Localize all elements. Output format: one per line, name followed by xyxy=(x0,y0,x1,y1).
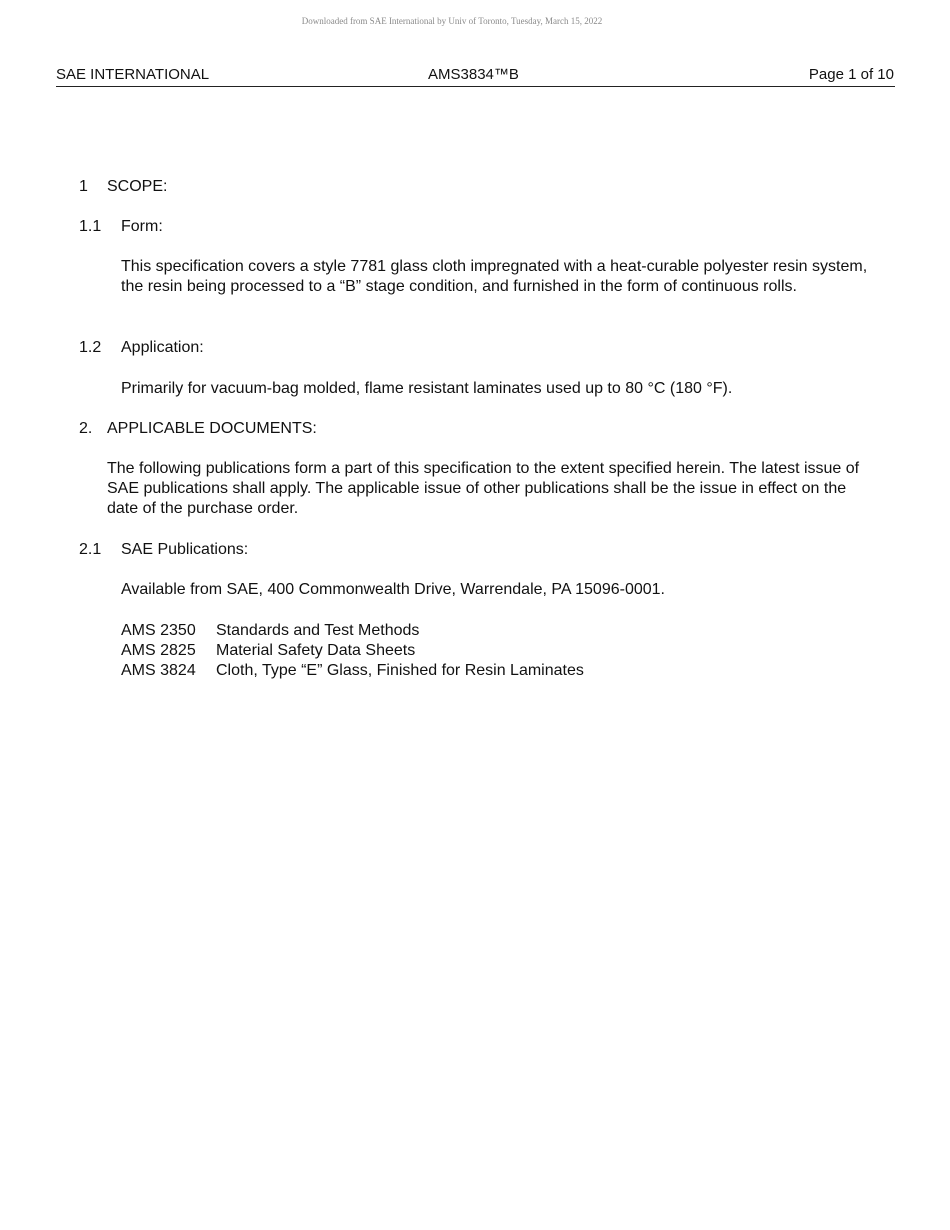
header-organization: SAE INTERNATIONAL xyxy=(56,66,210,83)
header-document-number: AMS3834™B xyxy=(428,66,519,83)
section-title-sae-publications: SAE Publications: xyxy=(121,541,249,558)
publication-title: Material Safety Data Sheets xyxy=(216,642,416,659)
publication-code: AMS 2825 xyxy=(121,642,196,659)
section-title-applicable-documents: APPLICABLE DOCUMENTS: xyxy=(107,420,317,437)
header-page-number: Page 1 of 10 xyxy=(808,66,894,83)
page-header xyxy=(56,66,895,87)
publication-title: Standards and Test Methods xyxy=(216,622,420,639)
publication-code: AMS 3824 xyxy=(121,662,196,679)
form-paragraph: This specification covers a style 7781 glass cloth impregnated with a heat-curable polyester resin system, the resin being processed to a “B” stage condition, and furnished in the form of continuous rolls. xyxy=(121,258,868,295)
section-number-2-1: 2.1 xyxy=(79,541,102,558)
publication-title: Cloth, Type “E” Glass, Finished for Resin Laminates xyxy=(216,662,584,679)
section-title-application: Application: xyxy=(121,339,204,356)
section-number-2: 2. xyxy=(79,420,93,437)
section-heading-scope xyxy=(79,177,88,197)
section-number: 1 xyxy=(79,178,88,195)
download-watermark: Downloaded from SAE International by Univ of Toronto, Tuesday, March 15, 2022 xyxy=(301,16,603,26)
publication-code: AMS 2350 xyxy=(121,622,196,639)
section-number-1-1: 1.1 xyxy=(79,218,102,235)
applicable-documents-paragraph: The following publications form a part of this specification to the extent specified herein. The latest issue of SAE publications shall apply. The applicable issue of other publications shall be the issue in effect on the date of the purchase order. xyxy=(107,460,860,517)
section-title-scope: SCOPE: xyxy=(107,178,168,195)
section-number-1-2: 1.2 xyxy=(79,339,102,356)
application-paragraph: Primarily for vacuum-bag molded, flame resistant laminates used up to 80 °C (180 °F). xyxy=(121,380,733,397)
sae-address-paragraph: Available from SAE, 400 Commonwealth Drive, Warrendale, PA 15096-0001. xyxy=(121,581,665,598)
section-title-form: Form: xyxy=(121,218,163,235)
